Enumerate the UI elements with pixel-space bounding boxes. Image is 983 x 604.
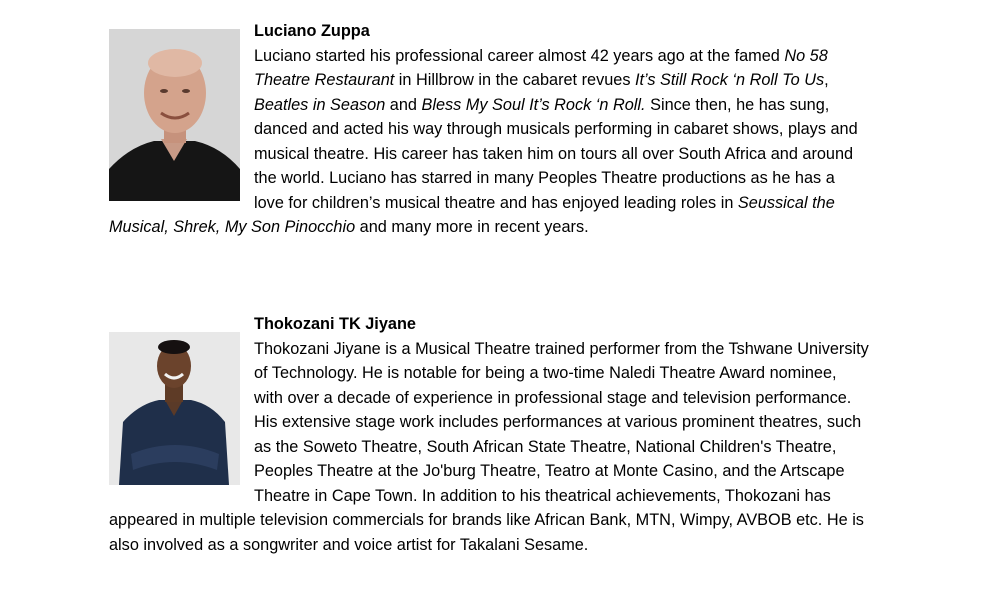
bio-segment: Thokozani Jiyane is a Musical Theatre trained performer from the Tshwane University of Technology. He is notable for being a two-time Naledi Theatre Award nominee, with over a decade of experience in professional stage and television performance. His extensive stage work includes performances at various prominent theatres, such as the Soweto Theatre, South African State Theatre, National Children's Theatre, Peoples Theatre at the Jo'burg Theatre, Teatro at Monte Casino, and the Artscape Theatre in Cape Town. In addition to his theatrical achievements, Thokozani has appeared in multiple television commercials for brands like African Bank, MTN, Wimpy, AVBOB etc. He is also involved as a songwriter and voice artist for Takalani Sesame. [109, 339, 869, 554]
bio-thokozani-jiyane [109, 312, 869, 557]
bio-segment: and [385, 95, 422, 114]
bio-name: Thokozani TK Jiyane [254, 315, 416, 333]
bio-segment: in Hillbrow in the cabaret revues [394, 71, 635, 89]
bio-segment: Luciano started his professional career almost 42 years ago at the famed [254, 46, 785, 65]
bio-segment: , [824, 71, 829, 89]
person-portrait-icon [109, 332, 240, 485]
bio-luciano-zuppa [109, 19, 869, 240]
person-portrait-icon [109, 29, 240, 201]
bio-segment-italic: Bless My Soul It’s Rock ‘n Roll. [421, 95, 646, 114]
bio-segment: and many more in recent years. [355, 218, 589, 236]
bio-segment-italic: Seussical the Musical, Shrek, My Son Pinocchio [109, 193, 835, 236]
bio-segment-italic: No 58 Theatre Restaurant [254, 46, 828, 89]
bio-segment-italic: It’s Still Rock ‘n Roll To Us [635, 71, 825, 89]
bio-segment-italic: Beatles in Season [254, 95, 386, 114]
bio-segment: Since then, he has sung, danced and acted his way through musicals performing in cabaret shows, plays and musical theatre. His career has taken him on tours all over South Africa and around the world. Luciano has starred in many Peoples Theatre productions as he has a love for children’s musical theatre and has enjoyed leading roles in [254, 95, 858, 212]
bio-name: Luciano Zuppa [254, 22, 370, 40]
portrait-photo-luciano [109, 29, 240, 201]
portrait-photo-thokozani [109, 332, 240, 485]
